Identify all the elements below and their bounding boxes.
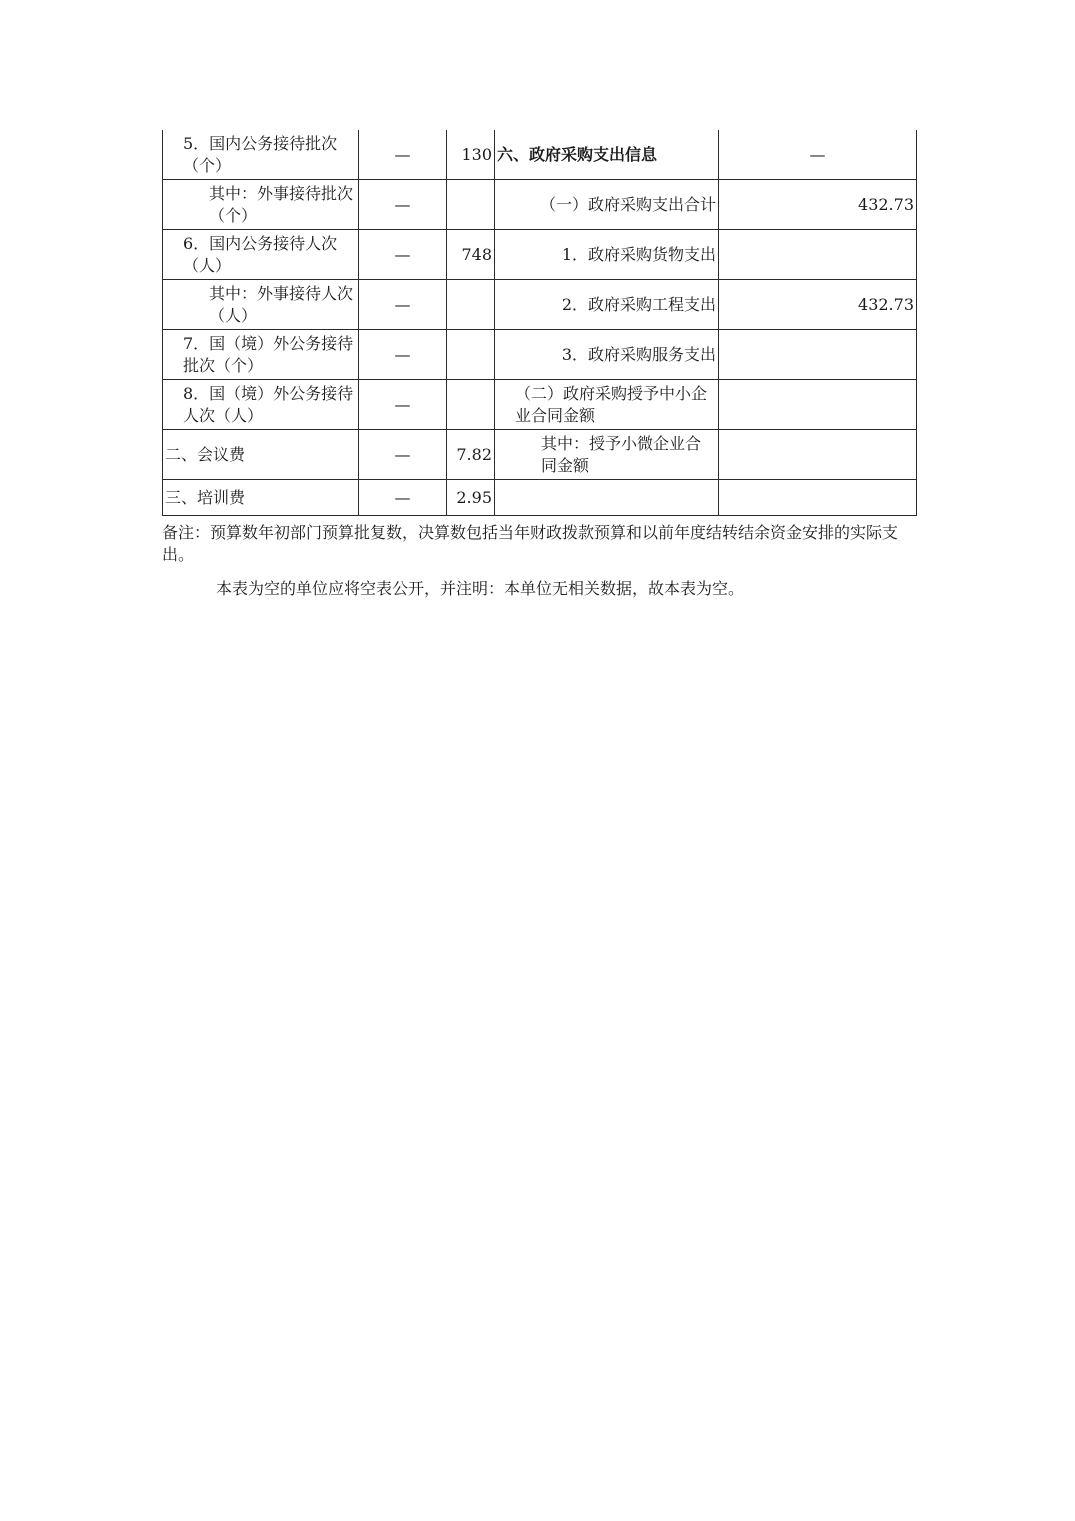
budget-table bbox=[162, 130, 917, 516]
row-budget-value: — bbox=[359, 180, 447, 230]
section-heading-procurement: 六、政府采购支出信息 bbox=[495, 130, 719, 180]
row-actual-value: 7.82 bbox=[447, 430, 495, 480]
row-actual-value bbox=[447, 280, 495, 330]
row-right-item: 1．政府采购货物支出 bbox=[495, 230, 719, 280]
table-row bbox=[163, 230, 917, 280]
table-row bbox=[163, 480, 917, 516]
row-actual-value: 748 bbox=[447, 230, 495, 280]
row-item-label: 二、会议费 bbox=[163, 430, 359, 480]
table-footnote: 备注：预算数年初部门预算批复数，决算数包括当年财政拨款预算和以前年度结转结余资金安排的实际支出。 bbox=[162, 523, 899, 564]
row-right-value: — bbox=[719, 130, 917, 180]
table-row bbox=[163, 130, 917, 180]
row-right-item: （一）政府采购支出合计 bbox=[495, 180, 719, 230]
row-item-label: 6．国内公务接待人次（人） bbox=[163, 230, 359, 280]
row-budget-value: — bbox=[359, 280, 447, 330]
row-right-value bbox=[719, 230, 917, 280]
row-right-item bbox=[495, 480, 719, 516]
row-actual-value: 2.95 bbox=[447, 480, 495, 516]
table-row bbox=[163, 280, 917, 330]
row-actual-value: 130 bbox=[447, 130, 495, 180]
row-budget-value: — bbox=[359, 480, 447, 516]
row-item-label: 其中：外事接待人次（人） bbox=[163, 280, 359, 330]
row-budget-value: — bbox=[359, 430, 447, 480]
row-right-value bbox=[719, 330, 917, 380]
row-item-label: 三、培训费 bbox=[163, 480, 359, 516]
row-right-value bbox=[719, 480, 917, 516]
empty-table-notice: 本表为空的单位应将空表公开，并注明：本单位无相关数据，故本表为空。 bbox=[216, 579, 745, 598]
table-row bbox=[163, 380, 917, 430]
row-item-label: 7．国（境）外公务接待批次（个） bbox=[163, 330, 359, 380]
row-budget-value: — bbox=[359, 230, 447, 280]
row-budget-value: — bbox=[359, 130, 447, 180]
row-actual-value bbox=[447, 330, 495, 380]
budget-table-container bbox=[162, 130, 916, 516]
table-row bbox=[163, 180, 917, 230]
row-actual-value bbox=[447, 180, 495, 230]
table-row bbox=[163, 330, 917, 380]
row-right-item: 2．政府采购工程支出 bbox=[495, 280, 719, 330]
row-item-label: 5．国内公务接待批次（个） bbox=[163, 130, 359, 180]
row-right-value bbox=[719, 380, 917, 430]
row-budget-value: — bbox=[359, 380, 447, 430]
row-item-label: 其中：外事接待批次（个） bbox=[163, 180, 359, 230]
table-row bbox=[163, 430, 917, 480]
row-right-value: 432.73 bbox=[719, 280, 917, 330]
row-budget-value: — bbox=[359, 330, 447, 380]
row-right-value bbox=[719, 430, 917, 480]
row-right-item: （二）政府采购授予中小企业合同金额 bbox=[495, 380, 719, 430]
row-right-item: 3．政府采购服务支出 bbox=[495, 330, 719, 380]
row-item-label: 8．国（境）外公务接待人次（人） bbox=[163, 380, 359, 430]
row-actual-value bbox=[447, 380, 495, 430]
row-right-item: 其中：授予小微企业合同金额 bbox=[495, 430, 719, 480]
row-right-value: 432.73 bbox=[719, 180, 917, 230]
